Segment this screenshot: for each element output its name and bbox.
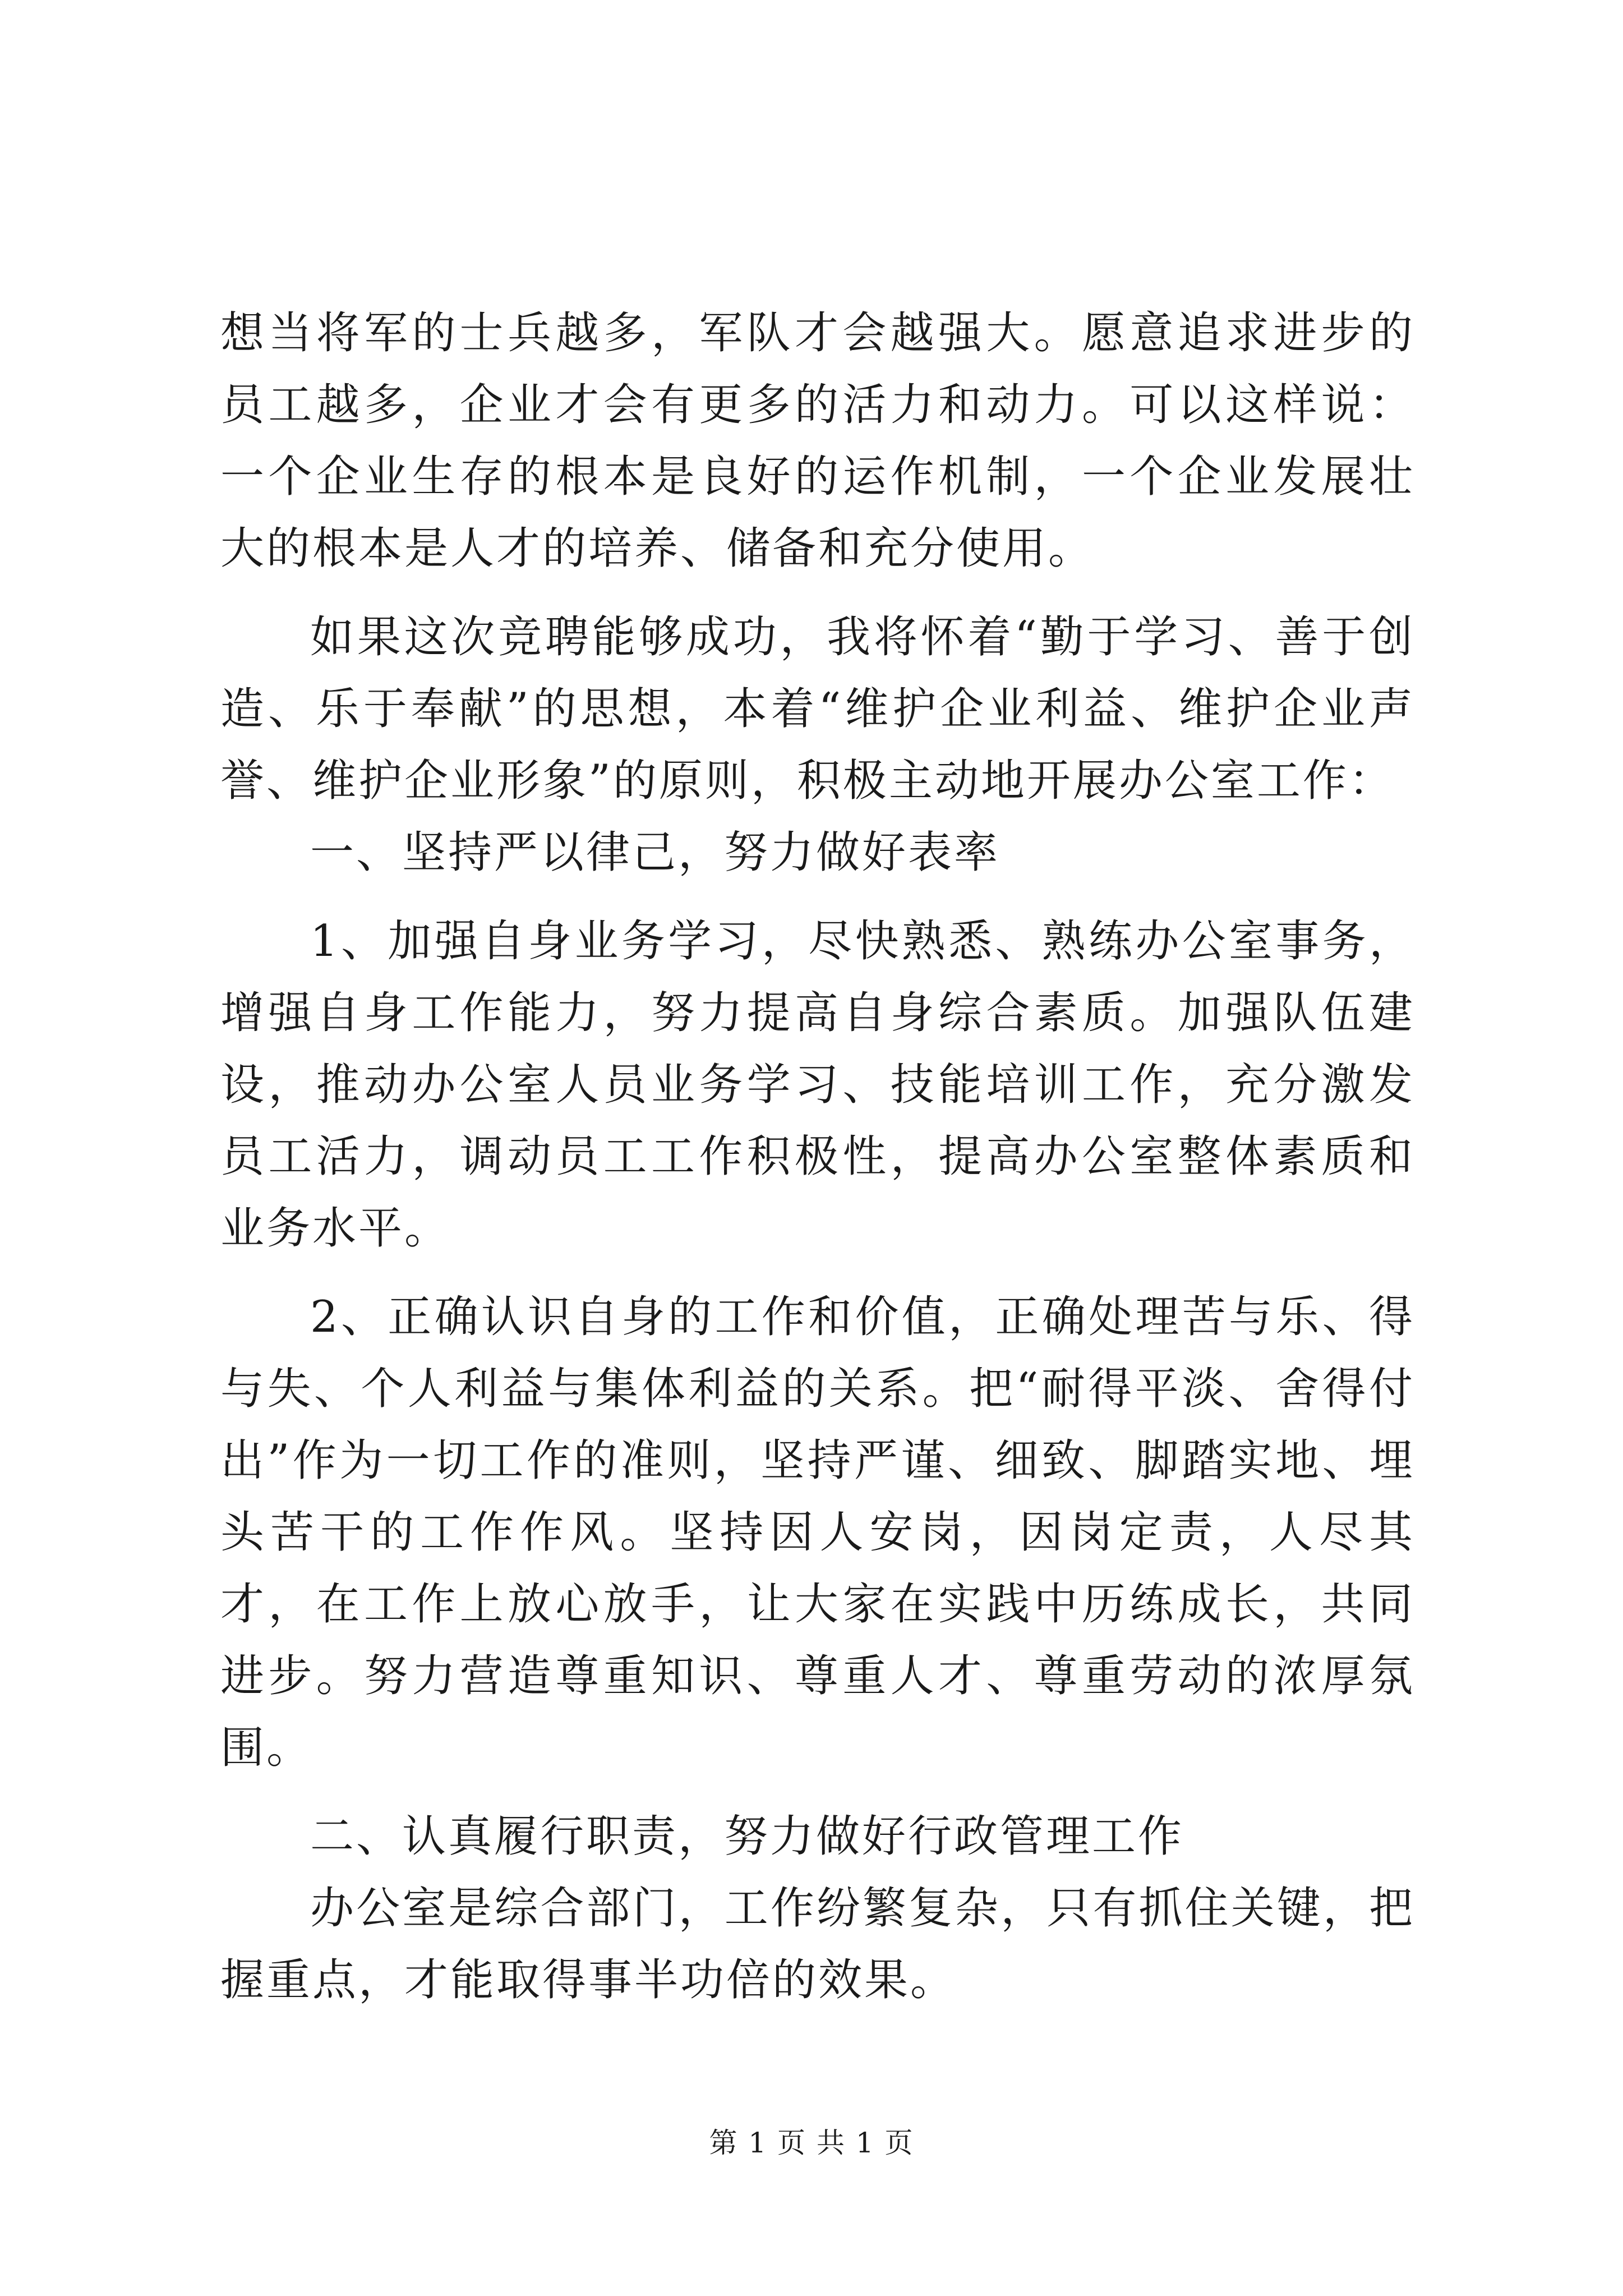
paragraph-3: 1、加强自身业务学习，尽快熟悉、熟练办公室事务，增强自身工作能力，努力提高自身综合素质。加强队伍建设，推动办公室人员业务学习、技能培训工作，充分激发员工活力，调动员工工作积极性，提高办公室整体素质和业务水平。 (220, 916, 1415, 1254)
section-heading-1: 一、坚持严以律己，努力做好表率 (310, 827, 1000, 878)
page-footer: 第 1 页 共 1 页 (709, 2127, 914, 2159)
paragraph-4: 2、正确认识自身的工作和价值，正确处理苦与乐、得与失、个人利益与集体利益的关系。把“耐得平淡、舍得付出”作为一切工作的准则，坚持严谨、细致、脚踏实地、埋头苦干的工作作风。坚持因人安岗，因岗定责，人尽其才，在工作上放心放手，让大家在实践中历练成长，共同进步。努力营造尊重知识、尊重人才、尊重劳动的浓厚氛围。 (220, 1292, 1415, 1773)
document-body (220, 297, 1415, 2016)
paragraph-5: 办公室是综合部门，工作纷繁复杂，只有抓住关键，把握重点，才能取得事半功倍的效果。 (220, 1883, 1415, 2005)
paragraph-2: 如果这次竞聘能够成功，我将怀着“勤于学习、善于创造、乐于奉献”的思想，本着“维护企业利益、维护企业声誉、维护企业形象”的原则，积极主动地开展办公室工作： (220, 612, 1415, 806)
section-heading-2: 二、认真履行职责，努力做好行政管理工作 (310, 1811, 1184, 1862)
paragraph-1: 想当将军的士兵越多，军队才会越强大。愿意追求进步的员工越多，企业才会有更多的活力和动力。可以这样说：一个企业生存的根本是良好的运作机制，一个企业发展壮大的根本是人才的培养、储备和充分使用。 (220, 308, 1415, 574)
